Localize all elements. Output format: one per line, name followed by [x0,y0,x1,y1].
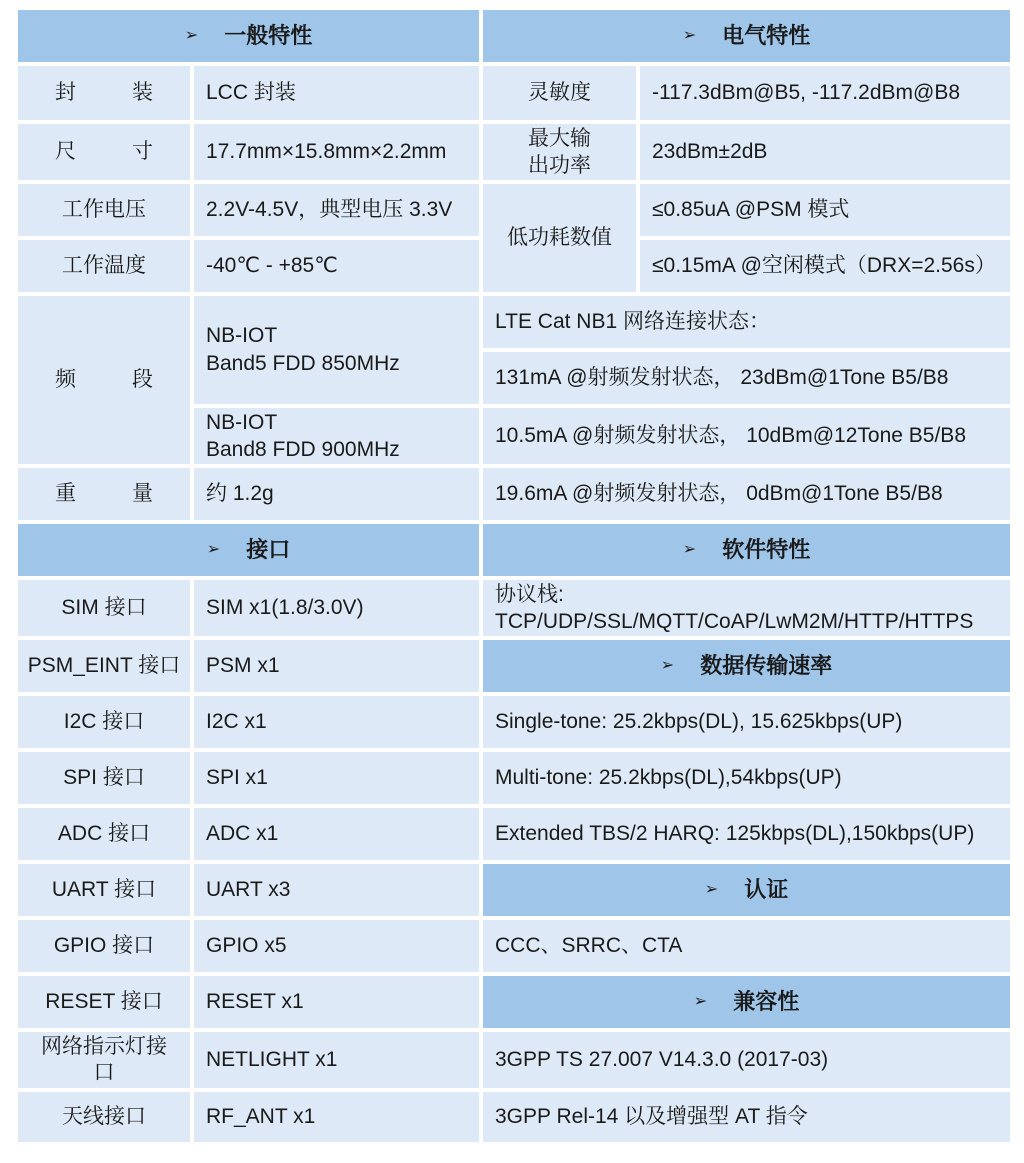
adc-value: ADC x1 [194,808,479,860]
sim-value: SIM x1(1.8/3.0V) [194,580,479,636]
electrical-title: 电气特性 [722,23,811,49]
package-label-b: 装 [132,80,153,104]
compatibility-header [483,976,1010,1028]
uart-label: UART 接口 [18,864,190,916]
protocol-stack-label: 协议栈: [495,582,564,606]
spi-label: SPI 接口 [18,752,190,804]
adc-label: ADC 接口 [18,808,190,860]
tx-131ma: 131mA @射频发射状态， 23dBm@1Tone B5/B8 [483,352,1010,404]
weight-value: 约 1.2g [194,468,479,520]
size-value: 17.7mm×15.8mm×2.2mm [194,124,479,180]
certification-header [483,864,1010,916]
max-power-value: 23dBm±2dB [640,124,1010,180]
3gpp-rel14: 3GPP Rel-14 以及增强型 AT 指令 [483,1092,1010,1142]
single-tone-rate: Single-tone: 25.2kbps(DL), 15.625kbps(UP) [483,696,1010,748]
interface-title: 接口 [246,537,291,563]
general-header [18,10,479,62]
temp-value: -40℃ - +85℃ [194,240,479,292]
max-power-label-line2: 出功率 [528,154,591,177]
spec-table [18,10,1010,1142]
weight-label-a: 重 [55,481,76,505]
multi-tone-rate: Multi-tone: 25.2kbps(DL),54kbps(UP) [483,752,1010,804]
antenna-value: RF_ANT x1 [194,1092,479,1142]
uart-value: UART x3 [194,864,479,916]
data-rate-title: 数据传输速率 [700,653,833,679]
arrow-bullet-icon: ➢ [704,881,719,899]
band8-line2: Band8 FDD 900MHz [206,438,400,461]
electrical-header [483,10,1010,62]
software-title: 软件特性 [722,537,811,563]
max-power-label-line1: 最大输 [528,126,591,150]
sensitivity-value: -117.3dBm@B5, -117.2dBm@B8 [640,66,1010,120]
package-value: LCC 封装 [194,66,479,120]
idle-value: ≤0.15mA @空闲模式（DRX=2.56s） [640,240,1010,292]
arrow-bullet-icon: ➢ [682,541,697,559]
protocol-stack [483,580,1010,636]
netlight-label-line1: 网络指示灯接 [41,1034,167,1058]
arrow-bullet-icon: ➢ [682,27,697,45]
size-label-b: 寸 [132,139,153,163]
protocol-stack-list: TCP/UDP/SSL/MQTT/CoAP/LwM2M/HTTP/HTTPS [495,610,974,633]
gpio-label: GPIO 接口 [18,920,190,972]
weight-label-b: 量 [132,481,153,505]
band8-value [194,408,479,464]
psm-eint-value: PSM x1 [194,640,479,692]
temp-label: 工作温度 [18,240,190,292]
gpio-value: GPIO x5 [194,920,479,972]
netlight-label [18,1032,190,1088]
interface-header [18,524,479,576]
spi-value: SPI x1 [194,752,479,804]
data-rate-header [483,640,1010,692]
sim-label: SIM 接口 [18,580,190,636]
low-power-label: 低功耗数值 [483,184,636,292]
size-label-a: 尺 [55,139,76,163]
band5-value [194,296,479,404]
voltage-value: 2.2V-4.5V，典型电压 3.3V [194,184,479,236]
antenna-label: 天线接口 [18,1092,190,1142]
tx-10ma: 10.5mA @射频发射状态， 10dBm@12Tone B5/B8 [483,408,1010,464]
arrow-bullet-icon: ➢ [206,541,221,559]
sensitivity-label: 灵敏度 [483,66,636,120]
netlight-label-line2: 口 [93,1061,115,1084]
certification-title: 认证 [744,877,789,903]
band8-line1: NB-IOT [206,410,278,434]
weight-label [18,468,190,520]
band5-line2: Band5 FDD 850MHz [206,352,400,375]
arrow-bullet-icon: ➢ [184,27,199,45]
tx-19ma: 19.6mA @射频发射状态， 0dBm@1Tone B5/B8 [483,468,1010,520]
3gpp-spec: 3GPP TS 27.007 V14.3.0 (2017-03) [483,1032,1010,1088]
package-label [18,66,190,120]
band5-line1: NB-IOT [206,323,278,347]
size-label [18,124,190,180]
voltage-label: 工作电压 [18,184,190,236]
reset-label: RESET 接口 [18,976,190,1028]
software-header [483,524,1010,576]
i2c-label: I2C 接口 [18,696,190,748]
psm-value: ≤0.85uA @PSM 模式 [640,184,1010,236]
i2c-value: I2C x1 [194,696,479,748]
arrow-bullet-icon: ➢ [660,657,675,675]
general-title: 一般特性 [224,23,313,49]
max-power-label [483,124,636,180]
arrow-bullet-icon: ➢ [693,993,708,1011]
band-label-a: 频 [55,367,76,391]
netlight-value: NETLIGHT x1 [194,1032,479,1088]
package-label-a: 封 [55,80,76,104]
band-label [18,296,190,464]
compatibility-title: 兼容性 [733,989,800,1015]
psm-eint-label: PSM_EINT 接口 [18,640,190,692]
band-label-b: 段 [132,367,153,391]
extended-tbs-rate: Extended TBS/2 HARQ: 125kbps(DL),150kbps(UP) [483,808,1010,860]
reset-value: RESET x1 [194,976,479,1028]
certification-value: CCC、SRRC、CTA [483,920,1010,972]
lte-status: LTE Cat NB1 网络连接状态： [483,296,1010,348]
